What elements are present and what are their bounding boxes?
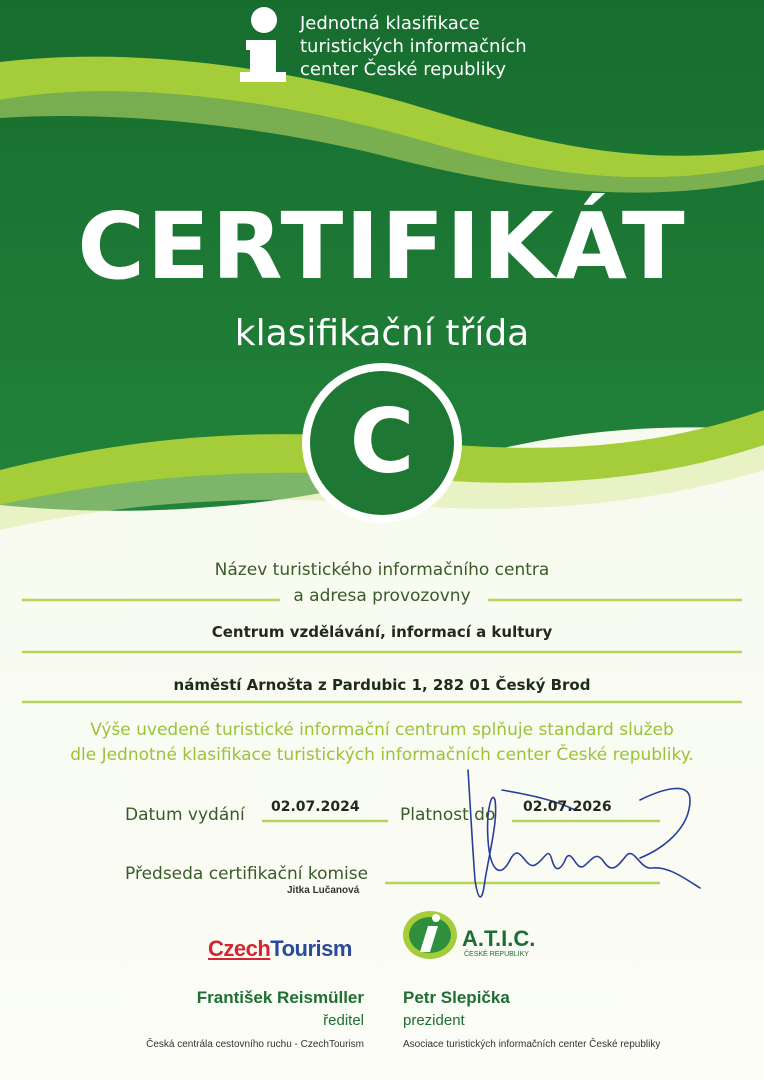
atic-logo-icon bbox=[403, 911, 457, 959]
czechtourism-logo bbox=[208, 936, 352, 962]
czechtourism-logo-part1: Czech bbox=[208, 936, 271, 961]
chair-name: Jitka Lučanová bbox=[287, 885, 360, 896]
header-line-1: Jednotná klasifikace bbox=[300, 13, 480, 34]
chair-label: Předseda certifikační komise bbox=[125, 864, 369, 884]
center-address: náměstí Arnošta z Pardubic 1, 282 01 Český Brod bbox=[173, 676, 591, 694]
issue-date-label: Datum vydání bbox=[125, 805, 245, 825]
right-signatory-role: prezident bbox=[403, 1012, 465, 1029]
certificate-title: CERTIFIKÁT bbox=[77, 193, 687, 300]
valid-until-label: Platnost do bbox=[400, 805, 496, 825]
header-line-3: center České republiky bbox=[300, 59, 507, 80]
valid-until-value: 02.07.2026 bbox=[523, 799, 612, 815]
statement-line-1: Výše uvedené turistické informační centrum splňuje standard služeb bbox=[90, 720, 674, 740]
left-signatory-org: Česká centrála cestovního ruchu - CzechTourism bbox=[146, 1039, 364, 1050]
right-signatory-name: Petr Slepička bbox=[403, 988, 510, 1007]
center-label-line-1: Název turistického informačního centra bbox=[214, 560, 550, 580]
center-label-line-2: a adresa provozovny bbox=[293, 586, 471, 606]
left-signatory-role: ředitel bbox=[323, 1012, 364, 1029]
class-letter: C bbox=[349, 390, 415, 493]
left-signatory-name: František Reismüller bbox=[196, 988, 364, 1007]
czechtourism-logo-part2: Tourism bbox=[270, 936, 352, 961]
issue-date-value: 02.07.2024 bbox=[271, 799, 360, 815]
atic-logo-text: A.T.I.C. bbox=[462, 926, 536, 951]
certificate-subtitle: klasifikační třída bbox=[234, 313, 530, 354]
atic-logo-subtext: ČESKÉ REPUBLIKY bbox=[464, 951, 529, 958]
right-signatory-org: Asociace turistických informačních center České republiky bbox=[403, 1039, 661, 1050]
header-line-2: turistických informačních bbox=[300, 36, 527, 57]
center-name: Centrum vzdělávání, informací a kultury bbox=[211, 623, 553, 641]
header-organization-text bbox=[300, 12, 527, 81]
statement-line-2: dle Jednotné klasifikace turistických informačních center České republiky. bbox=[70, 745, 694, 765]
